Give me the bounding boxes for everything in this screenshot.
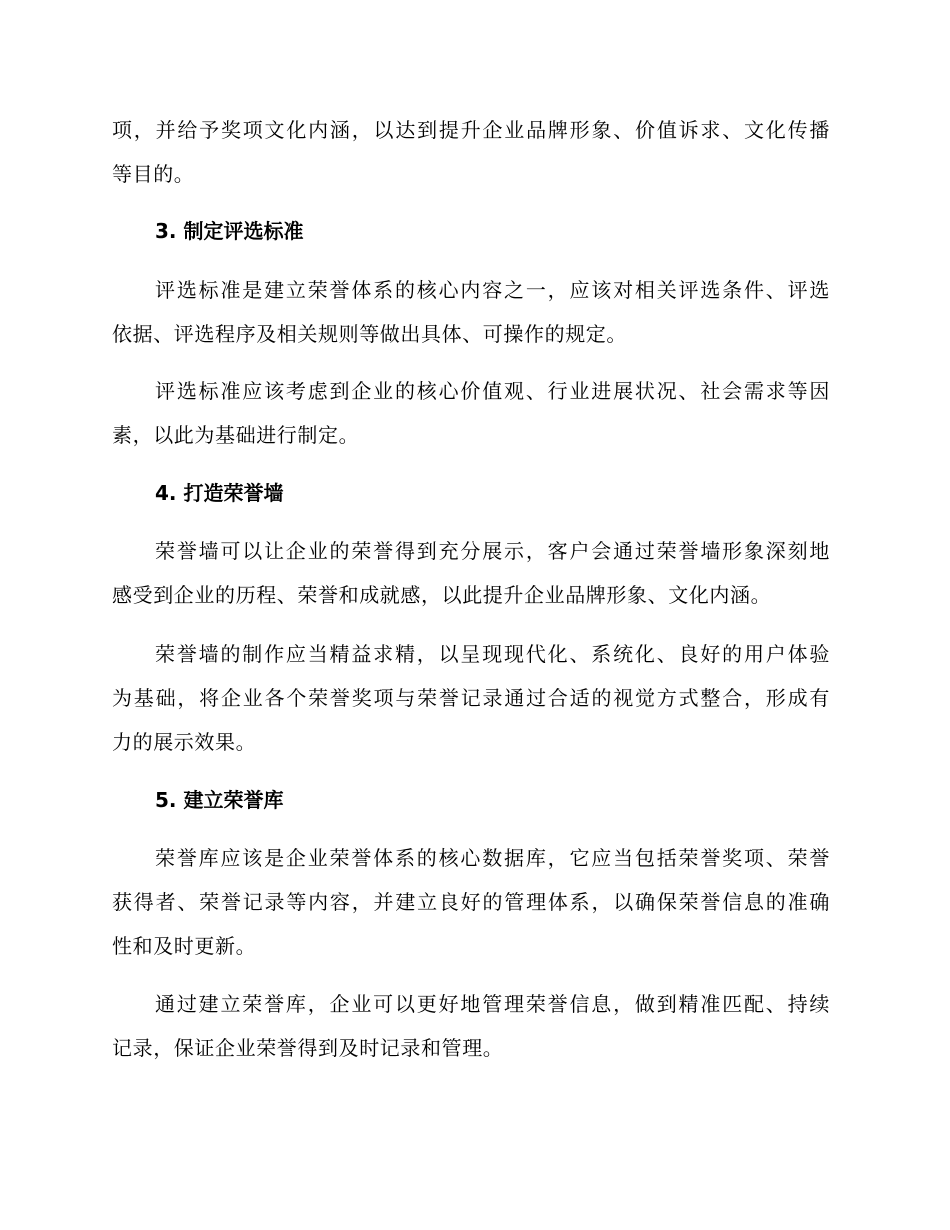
section-5-paragraph-2 xyxy=(112,982,830,1070)
paragraph-line: 等目的。 xyxy=(112,162,195,186)
paragraph-line: 素，以此为基础进行制定。 xyxy=(112,423,360,447)
section-heading-4: 4. 打造荣誉墙 xyxy=(155,481,284,505)
paragraph-line: 感受到企业的历程、荣誉和成就感，以此提升企业品牌形象、文化内涵。 xyxy=(112,583,772,607)
section-heading-5: 5. 建立荣誉库 xyxy=(155,788,284,812)
paragraph-line: 力的展示效果。 xyxy=(112,730,257,754)
section-4-paragraph-1 xyxy=(112,529,830,617)
section-3-paragraph-2 xyxy=(112,369,830,457)
paragraph-line: 评选标准应该考虑到企业的核心价值观、行业进展状况、社会需求等因 xyxy=(155,379,830,403)
section-4-paragraph-2 xyxy=(112,632,830,764)
paragraph-line: 记录，保证企业荣誉得到及时记录和管理。 xyxy=(112,1036,504,1060)
paragraph-line: 获得者、荣誉记录等内容，并建立良好的管理体系，以确保荣誉信息的准确 xyxy=(112,890,830,914)
paragraph-line: 依据、评选程序及相关规则等做出具体、可操作的规定。 xyxy=(112,322,627,346)
section-5-paragraph-1 xyxy=(112,836,830,968)
section-3-paragraph-1 xyxy=(112,268,830,356)
paragraph-line: 通过建立荣誉库，企业可以更好地管理荣誉信息，做到精准匹配、持续 xyxy=(155,992,830,1016)
paragraph-line: 性和及时更新。 xyxy=(112,934,257,958)
paragraph-line: 为基础，将企业各个荣誉奖项与荣誉记录通过合适的视觉方式整合，形成有 xyxy=(112,686,830,710)
paragraph-line: 荣誉墙可以让企业的荣誉得到充分展示，客户会通过荣誉墙形象深刻地 xyxy=(155,539,830,563)
paragraph-line: 荣誉墙的制作应当精益求精，以呈现现代化、系统化、良好的用户体验 xyxy=(155,642,830,666)
section-heading-3: 3. 制定评选标准 xyxy=(155,219,304,243)
paragraph-line: 荣誉库应该是企业荣誉体系的核心数据库，它应当包括荣誉奖项、荣誉 xyxy=(155,846,830,870)
intro-paragraph xyxy=(112,108,830,196)
paragraph-line: 项，并给予奖项文化内涵，以达到提升企业品牌形象、价值诉求、文化传播 xyxy=(112,118,830,142)
paragraph-line: 评选标准是建立荣誉体系的核心内容之一，应该对相关评选条件、评选 xyxy=(155,278,830,302)
